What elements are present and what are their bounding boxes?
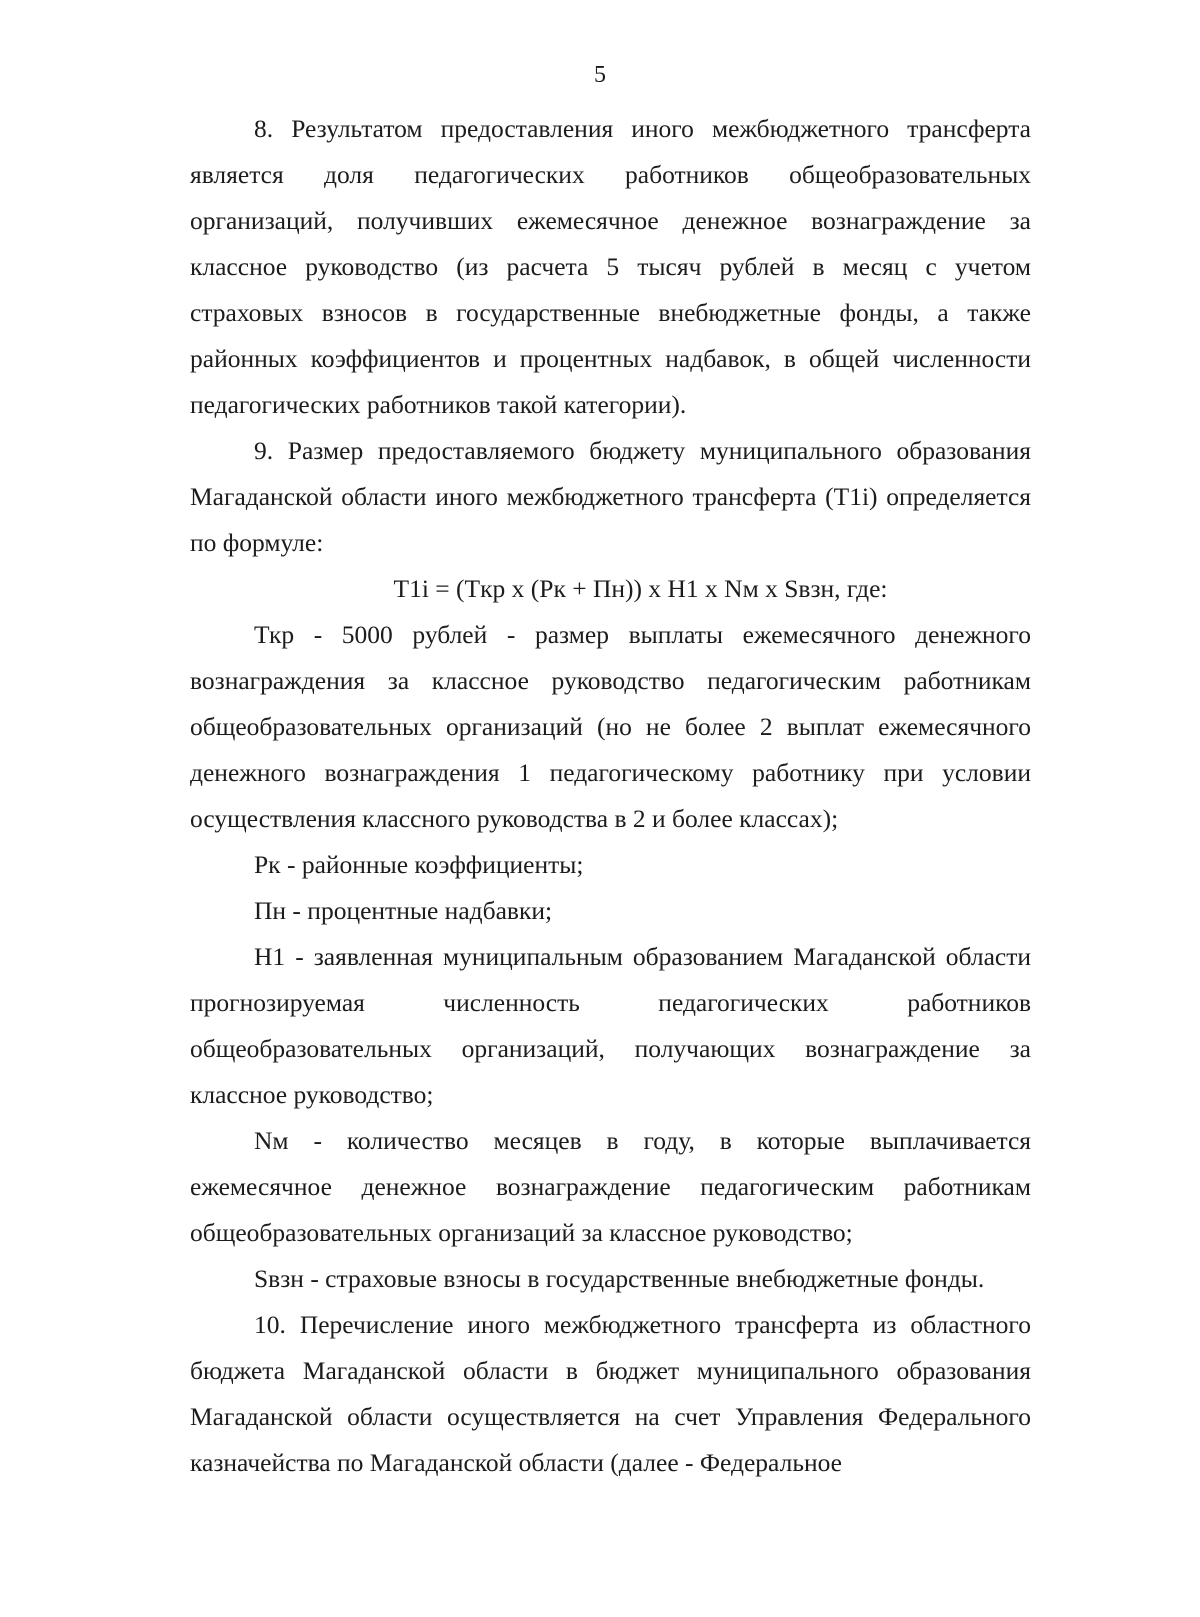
page-number: 5 — [594, 62, 606, 88]
paragraph-transfer-size: 9. Размер предоставляемого бюджету муниципального образования Магаданской области иного межбюджетного трансферта (T1i) определяется по формуле: — [190, 436, 1031, 557]
definition-rk: Рк - районные коэффициенты; — [254, 850, 584, 879]
formula: T1i = (Tкр x (Рк + Пн)) x H1 x Nм x Sвзн, где: — [393, 574, 888, 603]
paragraph-transfer-account: 10. Перечисление иного межбюджетного трансферта из областного бюджета Магаданской области в бюджет муниципального образования Магаданской области осуществляется на счет Управления Федерального казначейства по Магаданской области (далее - Федеральное — [190, 1310, 1031, 1477]
paragraph-result: 8. Результатом предоставления иного межбюджетного трансферта является доля педагогических работников общеобразовательных организаций, получивших ежемесячное денежное вознаграждение за классное руководство (из расчета 5 тысяч рублей в месяц с учетом страховых взносов в государственные внебюджетные фонды, а также районных коэффициентов и процентных надбавок, в общей численности педагогических работников такой категории). — [190, 114, 1031, 419]
definition-svzn: Sвзн - страховые взносы в государственные внебюджетные фонды. — [254, 1264, 985, 1293]
definition-h1: H1 - заявленная муниципальным образованием Магаданской области прогнозируемая численность педагогических работников общеобразовательных организаций, получающих вознаграждение за классное руководство; — [190, 942, 1031, 1109]
definition-nm: Nм - количество месяцев в году, в которые выплачивается ежемесячное денежное вознаграждение педагогическим работникам общеобразовательных организаций за классное руководство; — [190, 1126, 1031, 1247]
document-body — [190, 106, 1031, 1486]
definition-pn: Пн - процентные надбавки; — [254, 896, 553, 925]
definition-tkr: Ткр - 5000 рублей - размер выплаты ежемесячного денежного вознаграждения за классное руководство педагогическим работникам общеобразовательных организаций (но не более 2 выплат ежемесячного денежного вознаграждения 1 педагогическому работнику при условии осуществления классного руководства в 2 и более классах); — [190, 620, 1031, 833]
